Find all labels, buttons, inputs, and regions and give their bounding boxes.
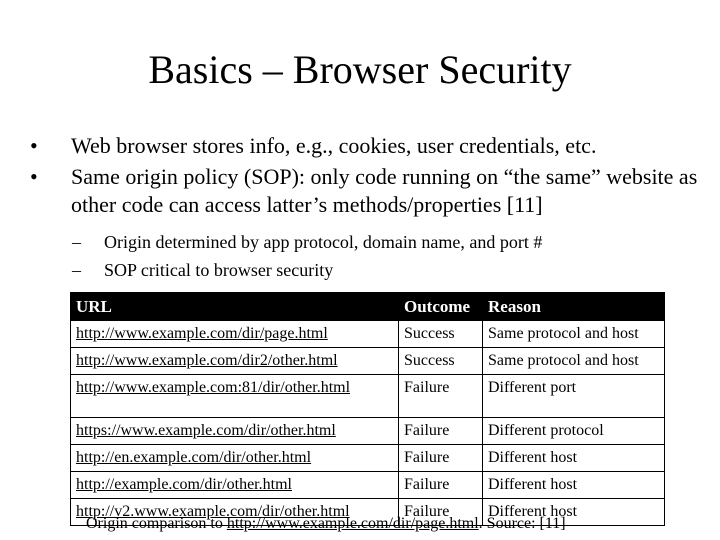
caption-link[interactable]: http://www.example.com/dir/page.html [226, 515, 479, 532]
sub-bullet-marker: – [72, 232, 81, 252]
sub-bullet-marker: – [72, 260, 81, 280]
url-link[interactable]: http://www.example.com/dir2/other.html [71, 348, 399, 375]
caption-prefix: Origin comparison to [86, 515, 227, 532]
table-caption [86, 514, 706, 534]
origin-comparison-table [70, 292, 665, 526]
table-row [71, 445, 665, 472]
sub-bullet-item [72, 228, 692, 256]
url-link[interactable]: http://en.example.com/dir/other.html [71, 445, 399, 472]
outcome-cell: Failure [399, 499, 483, 526]
bullet-text: Same origin policy (SOP): only code running on “the same” website as other code can access latter’s methods/properties [11] [71, 164, 698, 217]
url-link[interactable]: http://v2.www.example.com/dir/other.html [71, 499, 399, 526]
reason-cell: Different protocol [483, 418, 665, 445]
url-link[interactable]: http://www.example.com/dir/page.html [71, 321, 399, 348]
table-row [71, 375, 665, 418]
outcome-cell: Failure [399, 418, 483, 445]
table-row [71, 348, 665, 375]
url-link[interactable]: http://www.example.com:81/dir/other.html [71, 375, 399, 418]
sub-bullet-text: Origin determined by app protocol, domain name, and port # [104, 232, 543, 252]
bullet-text: Web browser stores info, e.g., cookies, user credentials, etc. [71, 133, 597, 158]
sub-bullet-text: SOP critical to browser security [104, 260, 334, 280]
url-link[interactable]: https://www.example.com/dir/other.html [71, 418, 399, 445]
url-link[interactable]: http://example.com/dir/other.html [71, 472, 399, 499]
header-outcome: Outcome [399, 293, 483, 321]
bullet-item [28, 163, 708, 219]
outcome-cell: Failure [399, 445, 483, 472]
table-row [71, 472, 665, 499]
reason-cell: Different host [483, 472, 665, 499]
header-url: URL [71, 293, 399, 321]
table-row [71, 418, 665, 445]
outcome-cell: Success [399, 348, 483, 375]
outcome-cell: Success [399, 321, 483, 348]
bullet-item [28, 132, 708, 160]
reason-cell: Same protocol and host [483, 348, 665, 375]
table-row [71, 321, 665, 348]
reason-cell: Different port [483, 375, 665, 418]
header-reason: Reason [483, 293, 665, 321]
bullet-marker: • [30, 164, 38, 189]
sub-bullet-item [72, 256, 692, 284]
reason-cell: Same protocol and host [483, 321, 665, 348]
caption-suffix: . Source: [11] [478, 515, 566, 532]
sub-bullet-list [72, 228, 692, 284]
reason-cell: Different host [483, 445, 665, 472]
bullet-list [28, 132, 708, 222]
outcome-cell: Failure [399, 472, 483, 499]
outcome-cell: Failure [399, 375, 483, 418]
table-header-row [71, 293, 665, 321]
slide-title: Basics – Browser Security [148, 47, 572, 92]
bullet-marker: • [30, 133, 38, 158]
reason-cell: Different host [483, 499, 665, 526]
